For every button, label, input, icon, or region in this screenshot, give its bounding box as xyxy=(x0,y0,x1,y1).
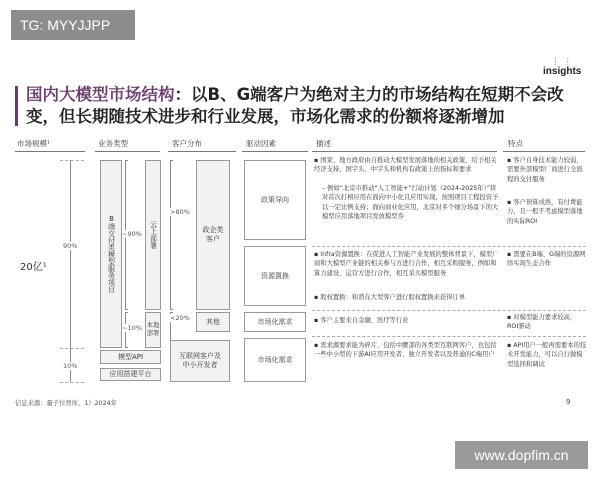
cloud-deploy-box xyxy=(145,160,161,310)
market-pct-90: 90% xyxy=(63,242,78,250)
header-rule-5 xyxy=(312,151,497,152)
desc-resource-1: ▪ Infra资源置换：在促进人工智能产业发展的整体背景下，模型厂商和大模型产业链的相关参与方进行合作，相互采购服务，例如和算力建设、运营方进行合作，相互采买模型服务 xyxy=(314,250,499,278)
title-rest: ：以B、G端客户为绝对主力的市场结构在短期不会改变，但长期随技术进步和行业发展，市场化需求的份额将逐渐增加 xyxy=(26,85,564,126)
page-title xyxy=(26,84,586,128)
header-rule-4 xyxy=(242,151,308,152)
customer-pct-80: >80% xyxy=(170,208,190,216)
watermark-top: TG: MYYJJPP xyxy=(11,10,135,40)
source-footnote: 信息来源：量子位智库，1）2024年 xyxy=(15,400,117,407)
gov-customer-box xyxy=(196,160,230,310)
feature-1: ▪ 客户自身技术能力较弱，需要外部模型厂商进行全流程的交付服务 xyxy=(507,156,587,184)
insights-logo xyxy=(543,58,581,77)
title-accent-bar xyxy=(15,86,18,126)
b-end-delivery-box xyxy=(100,160,122,348)
watermark-bottom: www.dopfim.cn xyxy=(455,441,588,469)
feature-2: ▪ 客户预算成熟，有付费能力，且一般不考虑模型落地的实际ROI xyxy=(507,198,587,226)
desc-policy-1: ▪ 国家、地方政府由自推动大模型发展落地的相关政策，给予相关经济支持，国字头、中字头和机构有政策上的指标和要求 xyxy=(314,156,499,175)
other-customer-label: 其他 xyxy=(206,317,220,326)
header-description: 描述 xyxy=(316,139,331,148)
header-rule-2 xyxy=(95,151,160,152)
internet-customer-box xyxy=(170,340,230,382)
gov-customer-label: 政企类客户 xyxy=(202,226,224,243)
desc-divider-1 xyxy=(312,246,586,247)
app-platform-label: 应用搭建平台 xyxy=(109,370,152,378)
driver-policy-box xyxy=(244,160,306,240)
header-business-type: 业务类型 xyxy=(98,139,128,148)
market-tick-top xyxy=(60,160,84,161)
feature-4: ▪ 对模型能力要求较高，ROI驱动 xyxy=(507,313,587,332)
cloud-deploy-label: 云上部署 xyxy=(149,221,158,249)
desc-market-1: ▪ 客户主要来自金融、医疗等行业 xyxy=(314,316,499,325)
cust80-bracket xyxy=(170,160,173,310)
customer-pct-20: <20% xyxy=(170,314,190,322)
driver-market-label-2: 市场化需求 xyxy=(257,355,293,364)
market-tick-bottom xyxy=(60,382,84,383)
market-pct-10: 10% xyxy=(63,362,78,370)
header-market-size: 市场规模¹ xyxy=(17,139,51,148)
other-customer-box xyxy=(196,312,230,332)
logo-text: insights xyxy=(543,66,582,77)
driver-policy-label: 政策导向 xyxy=(261,195,289,204)
local-deploy-box xyxy=(145,312,161,348)
model-api-label: 模型API xyxy=(117,352,144,361)
page-number: 9 xyxy=(566,398,571,406)
b-end-delivery-label: B端交付类模型服务项目 xyxy=(107,215,116,293)
market-tick-mid xyxy=(60,348,84,349)
driver-market-label-1: 市场化需求 xyxy=(257,317,293,326)
desc-divider-3 xyxy=(312,336,586,337)
logo-dots-icon: ⋮ ⋮ xyxy=(551,57,573,66)
internet-customer-label: 互联网客户及中小开发者 xyxy=(179,352,221,369)
desc-market-2: ▪ 需求源要求能为碎片、包括中腰部的各类型互联网客户，也包括一些中小型的下游AI应用开发者、独立开发者以及普通的C端用户 xyxy=(314,341,499,360)
header-rule-1 xyxy=(15,151,85,152)
business-pct-10: ~10% xyxy=(122,324,142,332)
driver-market-box-2 xyxy=(244,338,306,382)
driver-resource-label: 资源置换 xyxy=(261,271,289,280)
app-platform-box xyxy=(100,368,161,381)
model-api-box xyxy=(100,350,161,364)
desc-divider-2 xyxy=(312,310,586,311)
desc-resource-2: ▪ 股权置换：和潜在大型客户进行股权置换来获得订单 xyxy=(314,293,499,302)
driver-resource-box xyxy=(244,246,306,306)
desc-policy-2-text: 例如“北京市推动“人工智能+”行动计划（2024-2025年）”将对首次打榜应用在面向中小化且应用实现，按照项目工程投资予以一定比例支持；面向商业化应用，北京对多个细分场景下的大模型应用落地项目发放模型券 xyxy=(322,185,499,221)
business-pct-90: ~90% xyxy=(122,230,142,238)
header-features: 特点 xyxy=(508,139,523,148)
market-size-value: 20亿¹ xyxy=(20,262,47,273)
header-rule-3 xyxy=(168,151,236,152)
feature-3: ▪ 需要在B端、G端的资源网络实现生态合作 xyxy=(507,250,587,269)
desc-policy-2: – 例如“北京市推动“人工智能+”行动计划（2024-2025年）”将对首次打榜应用在面向中小化且应用实现，按照项目工程投资予以一定比例支持；面向商业化应用，北京对多个细分场景下的大模型应用落地项目发放模型券 xyxy=(322,185,499,221)
header-rule-6 xyxy=(503,151,585,152)
header-customer-dist: 客户分布 xyxy=(172,139,202,148)
local-deploy-label: 本地部署 xyxy=(146,322,160,337)
title-accent: 国内大模型市场结构 xyxy=(26,85,175,104)
header-drivers: 驱动因素 xyxy=(246,139,276,148)
driver-market-box-1 xyxy=(244,312,306,332)
feature-5: ▪ API用户一般再需要本的技术开发能力，可以自行做模型选择和调试 xyxy=(507,341,587,369)
